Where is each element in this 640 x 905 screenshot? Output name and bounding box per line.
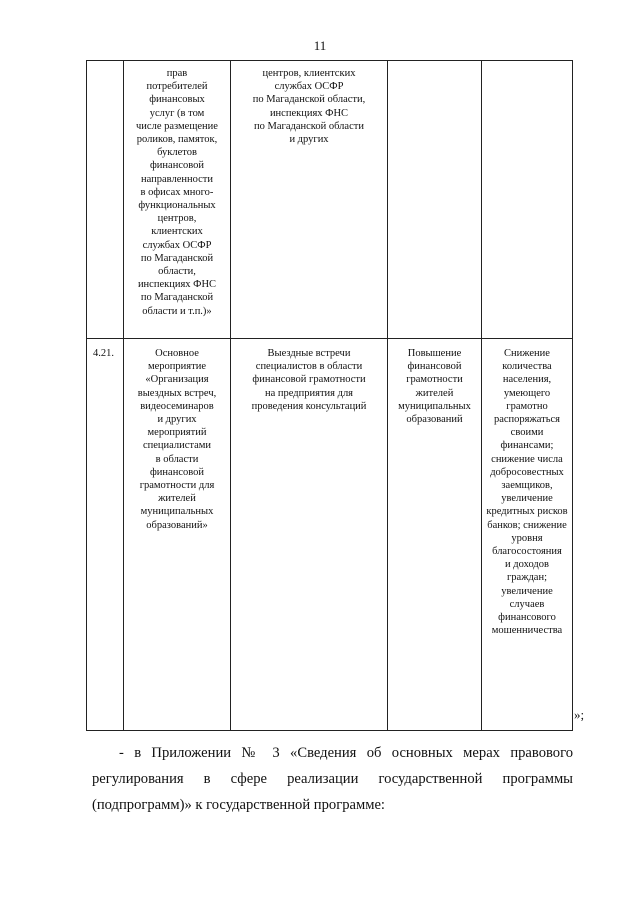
closing-quote-mark: »; [574,707,585,722]
paragraph-line: регулирования в сфере реализации государственной программы [92,771,573,787]
row-number-cell [87,61,124,339]
measure-content-cell: центров, клиентских службах ОСФР по Магаданской области, инспекциях ФНС по Магаданской области и других [231,61,388,339]
row-number-cell: 4.21. [87,339,124,731]
paragraph-line: - в Приложении № 3 «Сведения об основных мерах правового [119,745,573,761]
measure-name-cell: Основное мероприятие «Организация выездных встреч, видеосеминаров и других мероприятий специалистами в области финансовой грамотности для жителей муниципальных образований» [124,339,231,731]
paragraph-line: (подпрограмм)» к государственной программе: [92,797,385,813]
table-row [87,339,573,731]
measure-content-cell: Выездные встречи специалистов в области финансовой грамотности на предприятия для проведения консультаций [231,339,388,731]
page-number: 11 [313,38,327,53]
expected-result-cell: Повышение финансовой грамотности жителей муниципальных образований [388,339,482,731]
body-paragraph [92,740,573,818]
measures-table [86,60,573,731]
table-row [87,61,573,339]
consequences-cell: Снижение количества населения, умеющего грамотно распоряжаться своими финансами; снижение числа добросовестных заемщиков, увеличение кредитных рисков банков; снижение уровня благосостояния и доходов граждан; увеличение случаев финансового мошенничества [482,339,573,731]
measure-name-cell: прав потребителей финансовых услуг (в том числе размещение роликов, памяток, буклетов финансовой направленности в офисах много- функциональных центров, клиентских службах ОСФР по Магаданской области, инспекциях ФНС по Магаданской области и т.п.)» [124,61,231,339]
expected-result-cell [388,61,482,339]
consequences-cell [482,61,573,339]
